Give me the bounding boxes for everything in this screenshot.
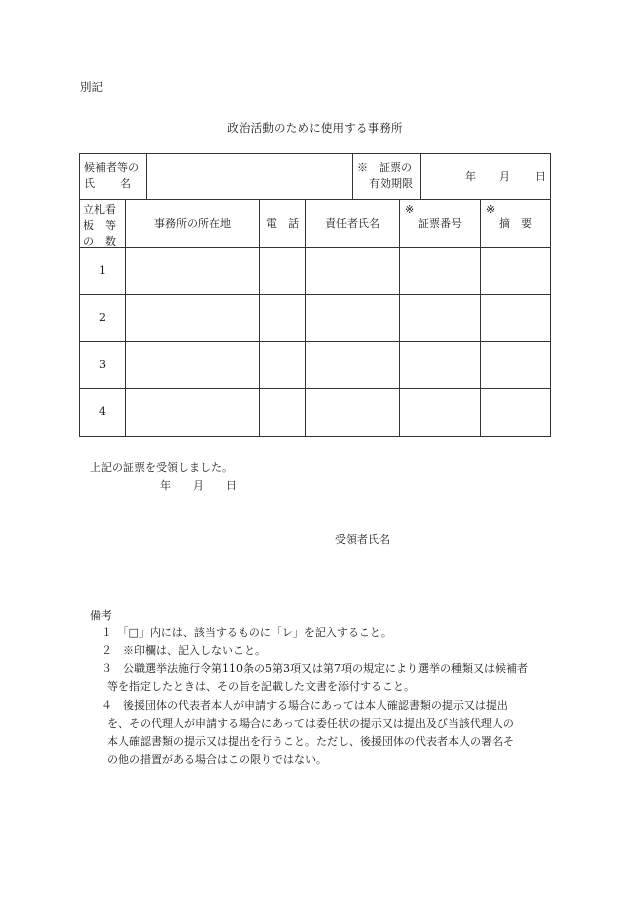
- remark-note-3: ３ 公職選挙法施行令第110条の5第3項又は第7項の規定により選挙の種類又は候補者: [101, 662, 528, 675]
- sign-count-header-line3: の 数: [83, 235, 116, 248]
- validity-label: [357, 160, 413, 192]
- header-divider-2: [352, 153, 353, 200]
- receipt-statement: 上記の証票を受領しました。: [90, 461, 233, 474]
- office-location-header: 事務所の所在地: [154, 217, 231, 230]
- header-divider-3: [420, 153, 421, 200]
- col-divider-3: [305, 199, 306, 437]
- candidate-name-label-line1: 候補者等の: [84, 161, 139, 174]
- remarks-title: 備考: [90, 609, 112, 622]
- candidate-name-label-line2: 氏 名: [84, 177, 132, 190]
- candidate-name-label: [84, 160, 139, 192]
- remark-note-2: ２ ※印欄は、記入しないこと。: [101, 644, 266, 657]
- row-number-3: 3: [99, 358, 106, 371]
- document-title: 政治活動のために使用する事務所: [227, 121, 403, 135]
- receiver-name-label: 受領者氏名: [335, 533, 390, 546]
- table-border-right: [550, 153, 551, 437]
- remark-note-4-cont2: 本人確認書類の提示又は提出を行うこと。ただし、後援団体の代表者本人の署名そ: [107, 735, 514, 748]
- cert-number-header: 証票番号: [418, 217, 462, 230]
- col-divider-1: [125, 199, 126, 437]
- remark-note-4-cont1: を、その代理人が申請する場合にあっては委任状の提示又は提出及び当該代理人の: [107, 717, 514, 730]
- row-number-1: 1: [99, 264, 106, 277]
- row-number-4: 4: [99, 405, 106, 418]
- remark-note-3-cont: 等を指定したときは、その旨を記載した文書を添付すること。: [107, 680, 415, 693]
- col-divider-5: [480, 199, 481, 437]
- candidate-name-field[interactable]: [147, 154, 352, 199]
- annex-label: 別記: [80, 80, 103, 94]
- validity-label-line2: 有効期限: [369, 177, 413, 190]
- sign-count-header: [83, 202, 116, 250]
- remark-note-4: ４ 後援団体の代表者本人が申請する場合にあっては本人確認書類の提示又は提出: [101, 699, 508, 712]
- validity-month: 月: [499, 170, 510, 183]
- summary-mark: ※: [486, 203, 496, 216]
- validity-day: 日: [535, 170, 546, 183]
- summary-header: 摘 要: [499, 217, 532, 230]
- col-divider-2: [259, 199, 260, 437]
- col-divider-4: [399, 199, 400, 437]
- validity-year: 年: [465, 170, 476, 183]
- row-number-2: 2: [99, 311, 106, 324]
- responsible-person-header: 責任者氏名: [325, 217, 380, 230]
- remark-note-1: １ 「□」内には、該当するものに「レ」を記入すること。: [101, 626, 392, 639]
- remark-note-4-cont3: の他の措置がある場合はこの限りではない。: [107, 753, 327, 766]
- cert-number-mark: ※: [405, 203, 415, 216]
- receipt-date: 年 月 日: [160, 479, 237, 492]
- phone-header: 電 話: [266, 217, 299, 230]
- validity-label-line1: ※ 証票の: [357, 161, 412, 174]
- table-border-left: [79, 153, 80, 437]
- sign-count-header-line2: 板 等: [83, 219, 116, 232]
- sign-count-header-line1: 立札看: [83, 203, 116, 216]
- office-table: [79, 153, 551, 437]
